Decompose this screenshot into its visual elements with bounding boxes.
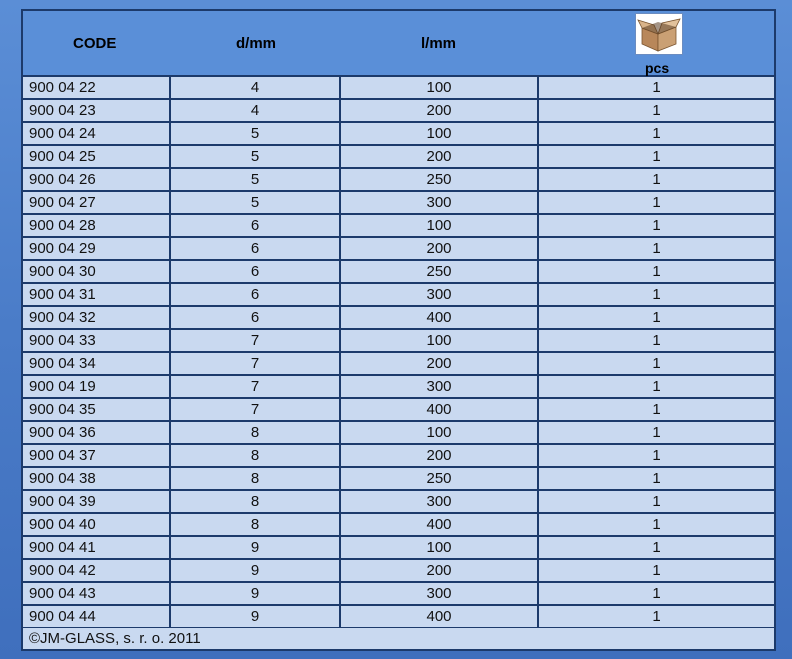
table-row xyxy=(23,99,774,122)
cell-code: 900 04 33 xyxy=(23,329,170,352)
table-row xyxy=(23,329,774,352)
cell-length: 250 xyxy=(340,168,538,191)
cell-length: 400 xyxy=(340,605,538,628)
cell-diameter: 6 xyxy=(170,306,340,329)
table-row xyxy=(23,375,774,398)
cell-code: 900 04 36 xyxy=(23,421,170,444)
cell-pcs: 1 xyxy=(538,214,774,237)
table-row xyxy=(23,77,774,99)
table-row xyxy=(23,145,774,168)
cell-pcs: 1 xyxy=(538,513,774,536)
cell-length: 100 xyxy=(340,421,538,444)
cell-pcs: 1 xyxy=(538,260,774,283)
cell-length: 200 xyxy=(340,444,538,467)
cell-code: 900 04 22 xyxy=(23,77,170,99)
cell-length: 200 xyxy=(340,559,538,582)
cell-length: 300 xyxy=(340,375,538,398)
cell-diameter: 4 xyxy=(170,77,340,99)
table-row xyxy=(23,260,774,283)
table-row xyxy=(23,513,774,536)
table-row xyxy=(23,582,774,605)
cell-diameter: 6 xyxy=(170,214,340,237)
cell-pcs: 1 xyxy=(538,283,774,306)
table-row xyxy=(23,467,774,490)
cell-code: 900 04 37 xyxy=(23,444,170,467)
cell-pcs: 1 xyxy=(538,536,774,559)
table-row xyxy=(23,444,774,467)
cell-pcs: 1 xyxy=(538,99,774,122)
cell-code: 900 04 19 xyxy=(23,375,170,398)
header-code: CODE xyxy=(73,35,117,52)
cell-length: 300 xyxy=(340,283,538,306)
cell-length: 250 xyxy=(340,260,538,283)
cell-diameter: 9 xyxy=(170,536,340,559)
table-row xyxy=(23,168,774,191)
table-row xyxy=(23,605,774,628)
cell-code: 900 04 29 xyxy=(23,237,170,260)
product-table xyxy=(23,77,774,629)
cell-length: 200 xyxy=(340,237,538,260)
cell-length: 400 xyxy=(340,513,538,536)
cell-pcs: 1 xyxy=(538,375,774,398)
cell-diameter: 5 xyxy=(170,191,340,214)
cell-diameter: 6 xyxy=(170,260,340,283)
cell-code: 900 04 24 xyxy=(23,122,170,145)
table-row xyxy=(23,536,774,559)
cell-pcs: 1 xyxy=(538,559,774,582)
cell-pcs: 1 xyxy=(538,444,774,467)
cell-length: 250 xyxy=(340,467,538,490)
cell-diameter: 6 xyxy=(170,237,340,260)
cell-code: 900 04 26 xyxy=(23,168,170,191)
table-row xyxy=(23,559,774,582)
cell-code: 900 04 40 xyxy=(23,513,170,536)
cell-pcs: 1 xyxy=(538,352,774,375)
cell-code: 900 04 30 xyxy=(23,260,170,283)
cell-diameter: 9 xyxy=(170,559,340,582)
table-row xyxy=(23,398,774,421)
cell-code: 900 04 25 xyxy=(23,145,170,168)
cell-code: 900 04 38 xyxy=(23,467,170,490)
cell-length: 200 xyxy=(340,99,538,122)
product-table-sheet xyxy=(21,9,776,651)
cardboard-box-icon xyxy=(635,13,683,55)
table-row xyxy=(23,490,774,513)
cell-pcs: 1 xyxy=(538,168,774,191)
cell-code: 900 04 35 xyxy=(23,398,170,421)
cell-code: 900 04 39 xyxy=(23,490,170,513)
cell-diameter: 7 xyxy=(170,398,340,421)
cell-diameter: 8 xyxy=(170,490,340,513)
header-pcs: pcs xyxy=(645,60,670,76)
cell-diameter: 7 xyxy=(170,352,340,375)
cell-diameter: 5 xyxy=(170,145,340,168)
cell-pcs: 1 xyxy=(538,398,774,421)
cell-code: 900 04 41 xyxy=(23,536,170,559)
cell-pcs: 1 xyxy=(538,77,774,99)
cell-pcs: 1 xyxy=(538,237,774,260)
cell-pcs: 1 xyxy=(538,329,774,352)
cell-code: 900 04 28 xyxy=(23,214,170,237)
table-row xyxy=(23,214,774,237)
cell-diameter: 4 xyxy=(170,99,340,122)
cell-code: 900 04 27 xyxy=(23,191,170,214)
cell-diameter: 7 xyxy=(170,375,340,398)
cell-length: 200 xyxy=(340,145,538,168)
table-row xyxy=(23,352,774,375)
table-row xyxy=(23,191,774,214)
cell-length: 400 xyxy=(340,398,538,421)
cell-code: 900 04 44 xyxy=(23,605,170,628)
table-row xyxy=(23,237,774,260)
copyright-footer: ©JM-GLASS, s. r. o. 2011 xyxy=(23,628,774,649)
cell-length: 200 xyxy=(340,352,538,375)
cell-code: 900 04 43 xyxy=(23,582,170,605)
cell-pcs: 1 xyxy=(538,421,774,444)
cell-length: 400 xyxy=(340,306,538,329)
table-row xyxy=(23,421,774,444)
table-row xyxy=(23,122,774,145)
cell-length: 300 xyxy=(340,490,538,513)
cell-diameter: 7 xyxy=(170,329,340,352)
cell-length: 100 xyxy=(340,122,538,145)
table-row xyxy=(23,283,774,306)
header-diameter: d/mm xyxy=(236,35,277,52)
cell-code: 900 04 31 xyxy=(23,283,170,306)
cell-pcs: 1 xyxy=(538,605,774,628)
cell-pcs: 1 xyxy=(538,582,774,605)
cell-pcs: 1 xyxy=(538,191,774,214)
header-length: l/mm xyxy=(421,35,457,52)
cell-diameter: 9 xyxy=(170,605,340,628)
cell-length: 300 xyxy=(340,191,538,214)
cell-code: 900 04 32 xyxy=(23,306,170,329)
cell-pcs: 1 xyxy=(538,467,774,490)
cell-length: 100 xyxy=(340,214,538,237)
cell-diameter: 8 xyxy=(170,421,340,444)
cell-code: 900 04 34 xyxy=(23,352,170,375)
cell-pcs: 1 xyxy=(538,122,774,145)
cell-pcs: 1 xyxy=(538,306,774,329)
cell-code: 900 04 42 xyxy=(23,559,170,582)
cell-pcs: 1 xyxy=(538,490,774,513)
cell-pcs: 1 xyxy=(538,145,774,168)
cell-diameter: 5 xyxy=(170,168,340,191)
cell-length: 100 xyxy=(340,77,538,99)
table-header xyxy=(23,11,774,77)
cell-diameter: 6 xyxy=(170,283,340,306)
cell-code: 900 04 23 xyxy=(23,99,170,122)
cell-diameter: 9 xyxy=(170,582,340,605)
cell-diameter: 8 xyxy=(170,513,340,536)
cell-diameter: 5 xyxy=(170,122,340,145)
cell-diameter: 8 xyxy=(170,467,340,490)
table-row xyxy=(23,306,774,329)
cell-length: 100 xyxy=(340,536,538,559)
cell-diameter: 8 xyxy=(170,444,340,467)
cell-length: 100 xyxy=(340,329,538,352)
cell-length: 300 xyxy=(340,582,538,605)
